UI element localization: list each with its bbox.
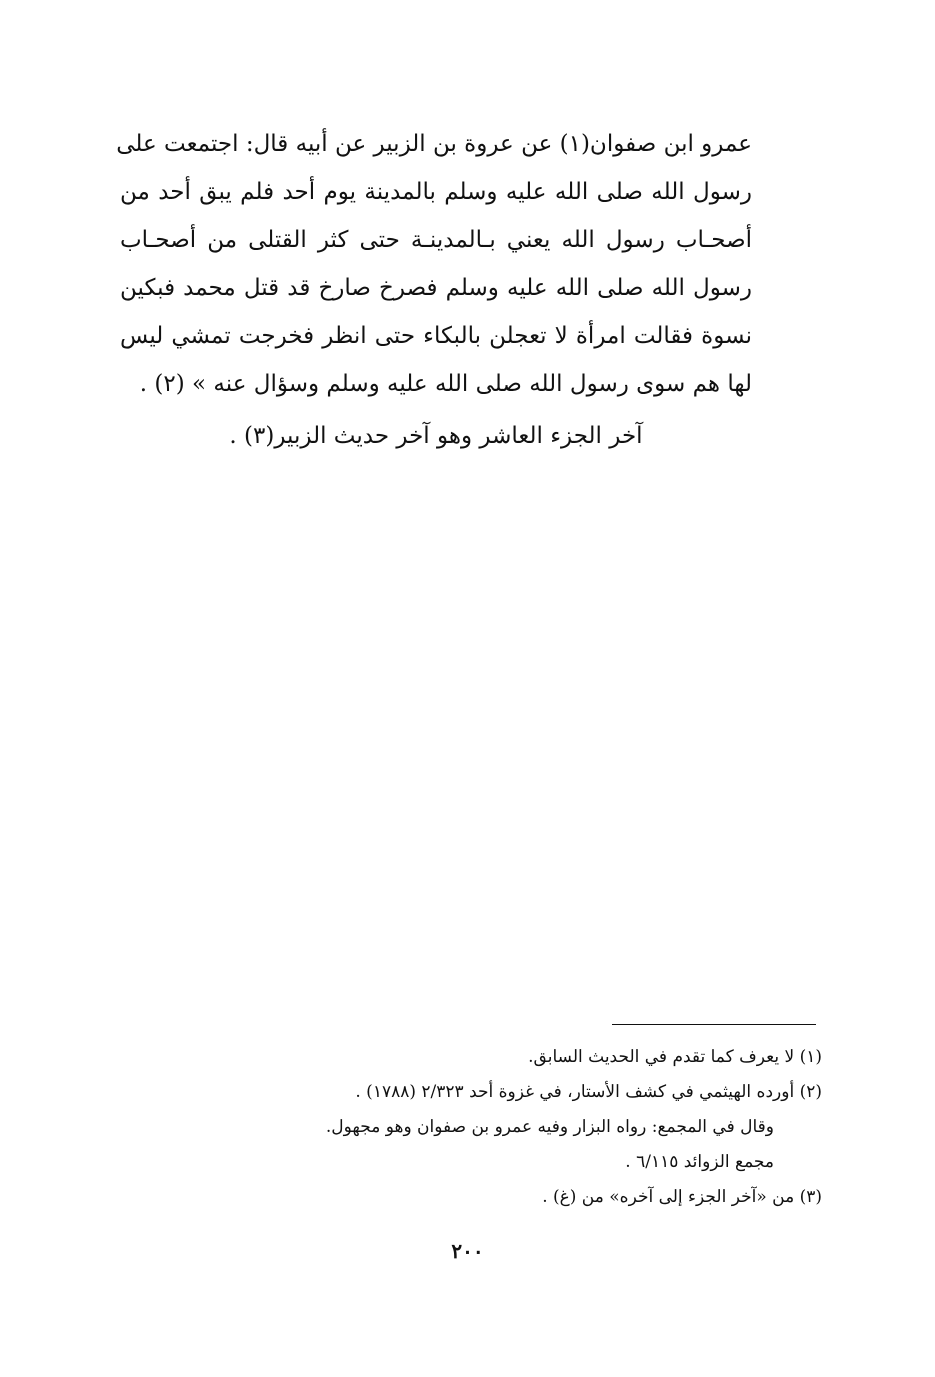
closing-line: آخر الجزء العاشر وهو آخر حديث الزبير(٣) . — [229, 423, 643, 449]
text-line: أصحـاب رسول الله يعني بـالمدينـة حتى كثر القتلى من أصحـاب — [120, 227, 752, 253]
footnote-divider — [612, 1024, 816, 1025]
page-number: ٢٠٠ — [451, 1239, 484, 1263]
footnote-2-continuation: وقال في المجمع: رواه البزار وفيه عمرو بن صفوان وهو مجهول. — [325, 1117, 774, 1137]
main-text — [116, 120, 752, 408]
footnote-3: (٣) من «آخر الجزء إلى آخره» من (غ) . — [542, 1187, 822, 1207]
footnote-1: (١) لا يعرف كما تقدم في الحديث السابق. — [528, 1047, 822, 1067]
text-line: رسول الله صلى الله عليه وسلم بالمدينة يوم أحد فلم يبق أحد من — [120, 179, 752, 205]
text-line: رسول الله صلى الله عليه وسلم فصرخ صارخ قد قتل محمد فبكين — [120, 275, 752, 301]
text-line: نسوة فقالت امرأة لا تعجلن بالبكاء حتى انظر فخرجت تمشي ليس — [120, 323, 752, 349]
footnotes — [200, 1040, 822, 1215]
footnote-2: (٢) أورده الهيثمي في كشف الأستار، في غزوة أحد ٢/٣٢٣ (١٧٨٨) . — [355, 1082, 822, 1102]
text-line: عمرو ابن صفوان(١) عن عروة بن الزبير عن أبيه قال: اجتمعت على — [116, 131, 752, 157]
text-line: لها هم سوى رسول الله صلى الله عليه وسلم وسؤال عنه » (٢) . — [139, 371, 752, 397]
footnote-2-continuation: مجمع الزوائد ٦/١١٥ . — [625, 1152, 774, 1172]
